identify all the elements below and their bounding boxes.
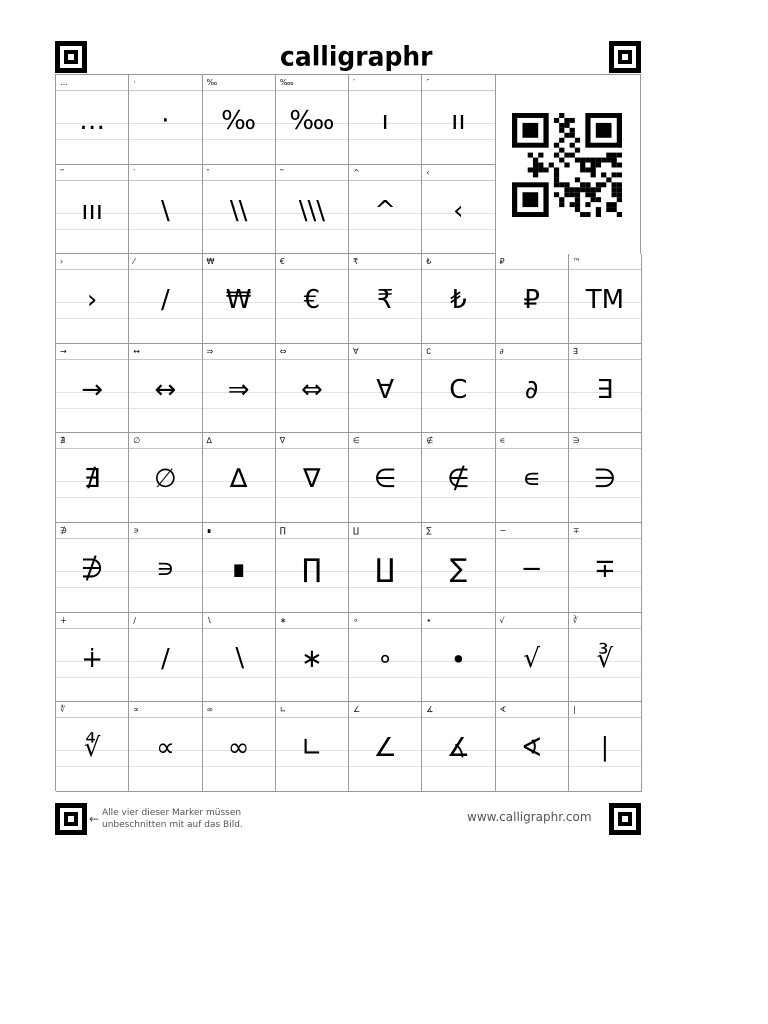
character-label: ∌: [56, 523, 128, 539]
character-label: √: [496, 613, 568, 629]
character-cell: [129, 433, 202, 523]
character-cell: [276, 254, 349, 344]
handwritten-glyph: ∈: [373, 464, 397, 495]
character-cell: [422, 344, 495, 434]
character-label: ∊: [496, 433, 568, 449]
handwritten-glyph: ∉: [447, 464, 470, 495]
handwritten-glyph: ›: [86, 285, 98, 316]
character-label: ·: [129, 75, 201, 91]
character-cell: [56, 165, 129, 255]
character-cell: [422, 165, 495, 255]
character-cell: [129, 254, 202, 344]
character-label: ⇔: [276, 344, 348, 360]
character-cell: [496, 433, 569, 523]
handwritten-glyph: ıı: [451, 106, 466, 136]
character-label: ∟: [276, 702, 348, 718]
character-label: ″: [422, 75, 494, 91]
character-label: ∓: [569, 523, 641, 539]
handwritten-glyph: ∢: [520, 733, 543, 764]
character-cell: [422, 613, 495, 703]
character-cell: [56, 254, 129, 344]
character-cell: [496, 702, 569, 792]
character-label: ′: [349, 75, 421, 91]
character-label: ∏: [276, 523, 348, 539]
character-cell: [56, 613, 129, 703]
marker-instructions-line-2: unbeschnitten mit auf das Bild.: [102, 820, 243, 830]
character-cell: [129, 75, 202, 165]
character-cell: [422, 702, 495, 792]
character-label: ∂: [496, 344, 568, 360]
handwritten-glyph: ∛: [596, 643, 614, 674]
handwritten-glyph: ‹: [453, 195, 464, 226]
character-cell: [56, 523, 129, 613]
handwritten-glyph: ∓: [593, 554, 616, 584]
character-cell: [349, 702, 422, 792]
character-cell: [276, 433, 349, 523]
character-label: ₺: [422, 254, 494, 270]
handwritten-glyph: ∟: [300, 733, 323, 764]
character-label: €: [276, 254, 348, 270]
character-cell: [569, 613, 642, 703]
handwritten-glyph: ∄: [83, 464, 101, 495]
character-label: ‹: [422, 165, 494, 181]
character-label: ₩: [203, 254, 275, 270]
character-label: ⇒: [203, 344, 275, 360]
handwritten-glyph: ₺: [450, 285, 467, 316]
corner-marker-bottom-left-icon: [55, 803, 87, 835]
character-label: ∢: [496, 702, 568, 718]
qr-code-cell: [494, 75, 641, 255]
handwritten-glyph: ₽: [523, 285, 540, 316]
character-label: ∘: [349, 613, 421, 629]
character-label: ‰: [203, 75, 275, 91]
character-cell: [349, 75, 422, 165]
character-cell: [422, 433, 495, 523]
character-label: ™: [569, 254, 641, 270]
handwritten-glyph: \: [160, 195, 170, 226]
character-label: →: [56, 344, 128, 360]
character-cell: [496, 344, 569, 434]
character-label: ∞: [203, 702, 275, 718]
handwritten-glyph: ∕: [160, 643, 170, 674]
character-label: ^: [349, 165, 421, 181]
handwritten-glyph: ∏: [302, 554, 322, 584]
handwritten-glyph: ∙: [450, 643, 467, 674]
handwritten-glyph: C: [449, 374, 468, 405]
handwritten-glyph: ‰: [221, 106, 257, 136]
character-cell: [56, 75, 129, 165]
character-cell: [203, 433, 276, 523]
handwritten-glyph: ∀: [376, 374, 395, 405]
character-cell: [496, 523, 569, 613]
character-cell: [203, 523, 276, 613]
handwritten-glyph: €: [303, 285, 321, 316]
character-cell: [129, 702, 202, 792]
handwritten-glyph: ∐: [375, 554, 395, 584]
handwritten-glyph: ∔: [81, 643, 104, 674]
character-cell: [422, 254, 495, 344]
character-label: ›: [56, 254, 128, 270]
handwritten-glyph: ⇒: [227, 374, 250, 405]
handwritten-glyph: ∡: [446, 733, 471, 764]
calligraphr-logo: calligraphr: [280, 41, 433, 72]
corner-marker-top-left-icon: [55, 41, 87, 73]
character-cell: [569, 254, 642, 344]
character-cell: [349, 523, 422, 613]
handwritten-glyph: ∊: [522, 464, 541, 495]
handwritten-glyph: /: [160, 285, 170, 316]
character-label: ₽: [496, 254, 568, 270]
handwritten-glyph: ∘: [376, 643, 394, 674]
character-cell: [203, 165, 276, 255]
character-cell: [496, 613, 569, 703]
character-cell: [129, 523, 202, 613]
character-label: ‷: [276, 165, 348, 181]
character-label: …: [56, 75, 128, 91]
handwritten-glyph: →: [81, 374, 104, 405]
character-cell: [56, 702, 129, 792]
qr-code-icon: [512, 113, 622, 217]
character-cell: [569, 702, 642, 792]
character-label: ∡: [422, 702, 494, 718]
character-cell: [349, 613, 422, 703]
character-label: ∄: [56, 433, 128, 449]
character-label: ∈: [349, 433, 421, 449]
character-label: ‶: [203, 165, 275, 181]
handwritten-glyph: ı: [381, 106, 389, 136]
handwritten-glyph: \\\: [298, 195, 326, 226]
character-cell: [56, 433, 129, 523]
character-label: ∗: [276, 613, 348, 629]
character-cell: [349, 254, 422, 344]
handwritten-glyph: ∍: [156, 554, 175, 584]
character-label: ∕: [129, 613, 201, 629]
character-template-grid: [55, 74, 641, 791]
character-cell: [569, 523, 642, 613]
handwritten-glyph: ∋: [593, 464, 617, 495]
character-cell: [349, 433, 422, 523]
character-label: ∜: [56, 702, 128, 718]
handwritten-glyph: ∃: [596, 374, 614, 405]
handwritten-glyph: −: [520, 554, 543, 584]
handwritten-glyph: ⇔: [300, 374, 323, 405]
character-cell: [276, 523, 349, 613]
corner-marker-bottom-right-icon: [609, 803, 641, 835]
character-label: ∉: [422, 433, 494, 449]
website-url: www.calligraphr.com: [467, 810, 592, 824]
handwritten-glyph: ∖: [230, 643, 247, 674]
character-label: ∆: [203, 433, 275, 449]
handwritten-glyph: ‱: [289, 106, 335, 136]
handwritten-glyph: √: [523, 643, 540, 674]
character-cell: [569, 433, 642, 523]
handwritten-glyph: ·: [161, 106, 170, 136]
handwritten-glyph: ∎: [230, 554, 247, 584]
character-cell: [422, 75, 495, 165]
character-cell: [203, 75, 276, 165]
character-label: ∇: [276, 433, 348, 449]
handwritten-glyph: \\: [229, 195, 248, 226]
handwritten-glyph: ∞: [227, 733, 250, 764]
marker-instructions-line-1: Alle vier dieser Marker müssen: [102, 808, 242, 818]
character-cell: [276, 702, 349, 792]
character-cell: [349, 344, 422, 434]
character-label: ∙: [422, 613, 494, 629]
handwritten-glyph: ∗: [300, 643, 323, 674]
character-cell: [349, 165, 422, 255]
handwritten-glyph: …: [79, 106, 106, 136]
character-cell: [203, 254, 276, 344]
character-label: ‴: [56, 165, 128, 181]
handwritten-glyph: ₹: [376, 285, 394, 316]
corner-marker-top-right-icon: [609, 41, 641, 73]
handwritten-glyph: ∜: [83, 733, 101, 764]
character-cell: [129, 344, 202, 434]
character-label: ∣: [569, 702, 641, 718]
character-cell: [569, 344, 642, 434]
handwritten-glyph: ∠: [373, 733, 397, 764]
character-label: ‵: [129, 165, 201, 181]
character-label: ∠: [349, 702, 421, 718]
handwritten-glyph: ∣: [598, 733, 612, 764]
character-cell: [422, 523, 495, 613]
character-cell: [276, 613, 349, 703]
character-label: ∔: [56, 613, 128, 629]
character-cell: [56, 344, 129, 434]
character-label: ∎: [203, 523, 275, 539]
marker-instructions: [88, 807, 288, 831]
handwritten-glyph: ∆: [229, 464, 248, 495]
handwritten-glyph: ∅: [154, 464, 177, 495]
character-label: ∍: [129, 523, 201, 539]
handwritten-glyph: ∌: [80, 554, 104, 584]
character-label: ↔: [129, 344, 201, 360]
character-label: ∝: [129, 702, 201, 718]
character-label: ∀: [349, 344, 421, 360]
handwritten-glyph: ₩: [225, 285, 252, 316]
character-cell: [203, 344, 276, 434]
character-label: ∑: [422, 523, 494, 539]
character-label: ⁄: [129, 254, 201, 270]
handwritten-glyph: ııı: [81, 195, 103, 226]
character-cell: [129, 165, 202, 255]
character-label: ∛: [569, 613, 641, 629]
character-cell: [129, 613, 202, 703]
arrow-left-icon: ←: [89, 812, 100, 826]
character-label: ₹: [349, 254, 421, 270]
character-cell: [276, 165, 349, 255]
character-cell: [203, 613, 276, 703]
handwritten-glyph: ∂: [524, 374, 539, 405]
character-cell: [276, 344, 349, 434]
character-label: −: [496, 523, 568, 539]
character-label: ∃: [569, 344, 641, 360]
handwritten-glyph: ↔: [154, 374, 177, 405]
character-label: ∅: [129, 433, 201, 449]
character-cell: [203, 702, 276, 792]
handwritten-glyph: ∑: [449, 554, 468, 584]
handwritten-glyph: ^: [374, 195, 397, 226]
handwritten-glyph: TM: [585, 285, 625, 316]
character-label: ‱: [276, 75, 348, 91]
character-cell: [276, 75, 349, 165]
handwritten-glyph: ∝: [156, 733, 175, 764]
character-label: ∖: [203, 613, 275, 629]
character-cell: [496, 254, 569, 344]
handwritten-glyph: ∇: [303, 464, 321, 495]
character-label: ∐: [349, 523, 421, 539]
character-label: ∁: [422, 344, 494, 360]
character-label: ∋: [569, 433, 641, 449]
